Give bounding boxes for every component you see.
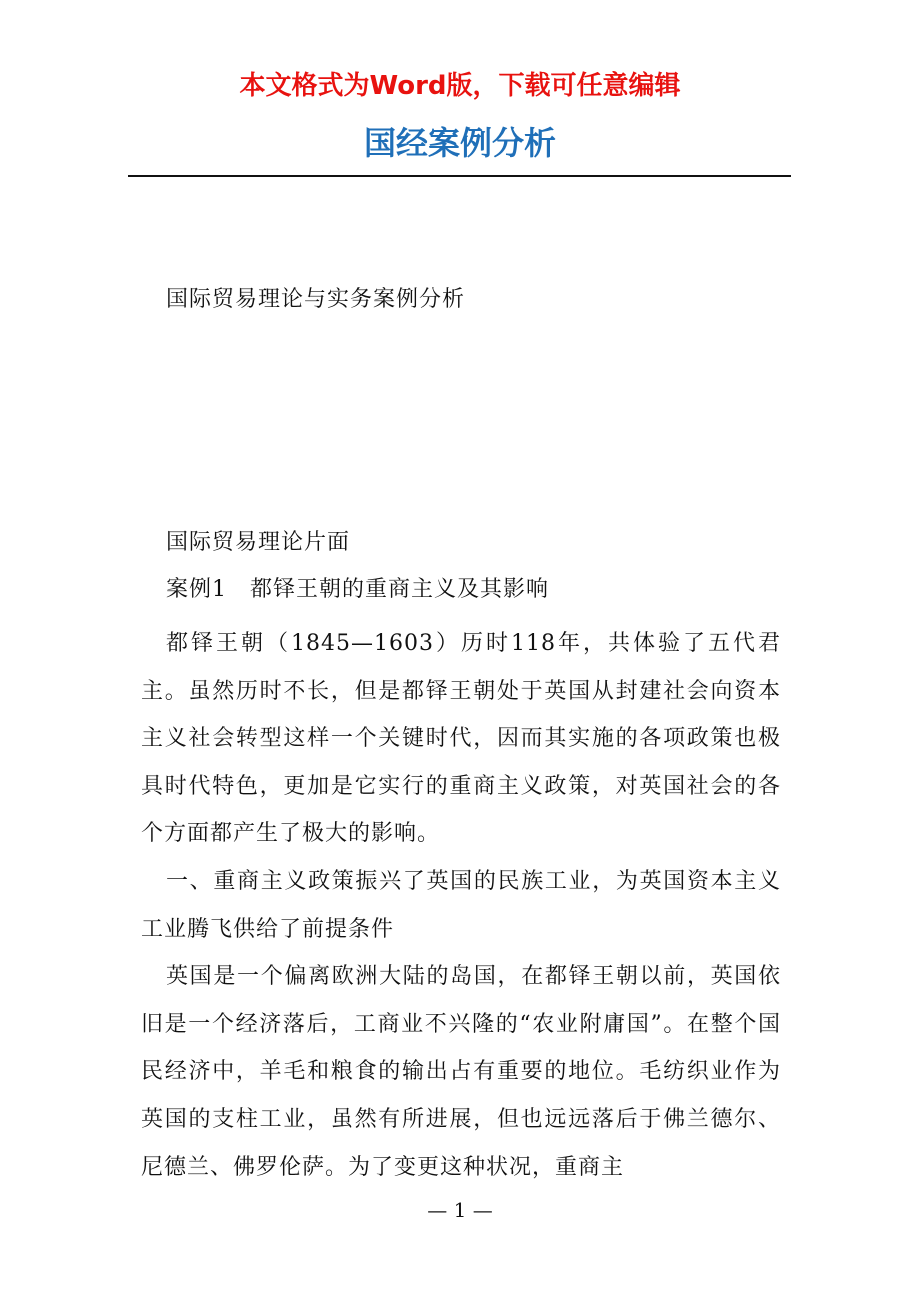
case-heading: 案例1 都铎王朝的重商主义及其影响 [166, 577, 549, 602]
section-heading: 国际贸易理论片面 [166, 530, 351, 555]
document-header-title: 国经案例分析 [363, 124, 556, 162]
body-paragraph: 英国是一个偏离欧洲大陆的岛国，在都铎王朝以前，英国依旧是一个经济落后，工商业不兴隆的“农业附庸国”。在整个国民经济中，羊毛和粮食的输出占有重要的地位。毛纺织业作为英国的支柱工业，虽然有所进展，但也远远落后于佛兰德尔、尼德兰、佛罗伦萨。为了变更这种状况，重商主 [141, 964, 781, 1180]
document-subtitle: 国际贸易理论与实务案例分析 [166, 287, 466, 312]
word-format-banner: 本文格式为Word版，下载可任意编辑 [239, 71, 681, 101]
body-paragraph: 一、重商主义政策振兴了英国的民族工业，为英国资本主义工业腾飞供给了前提条件 [141, 868, 781, 942]
page-number: — 1 — [427, 1198, 493, 1222]
body-paragraph: 都铎王朝（1845—1603）历时118年，共体验了五代君主。虽然历时不长，但是都铎王朝处于英国从封建社会向资本主义社会转型这样一个关键时代，因而其实施的各项政策也极具时代特色，更加是它实行的重商主义政策，对英国社会的各个方面都产生了极大的影响。 [141, 631, 781, 847]
document-body [141, 620, 781, 1191]
header-divider [128, 175, 791, 177]
